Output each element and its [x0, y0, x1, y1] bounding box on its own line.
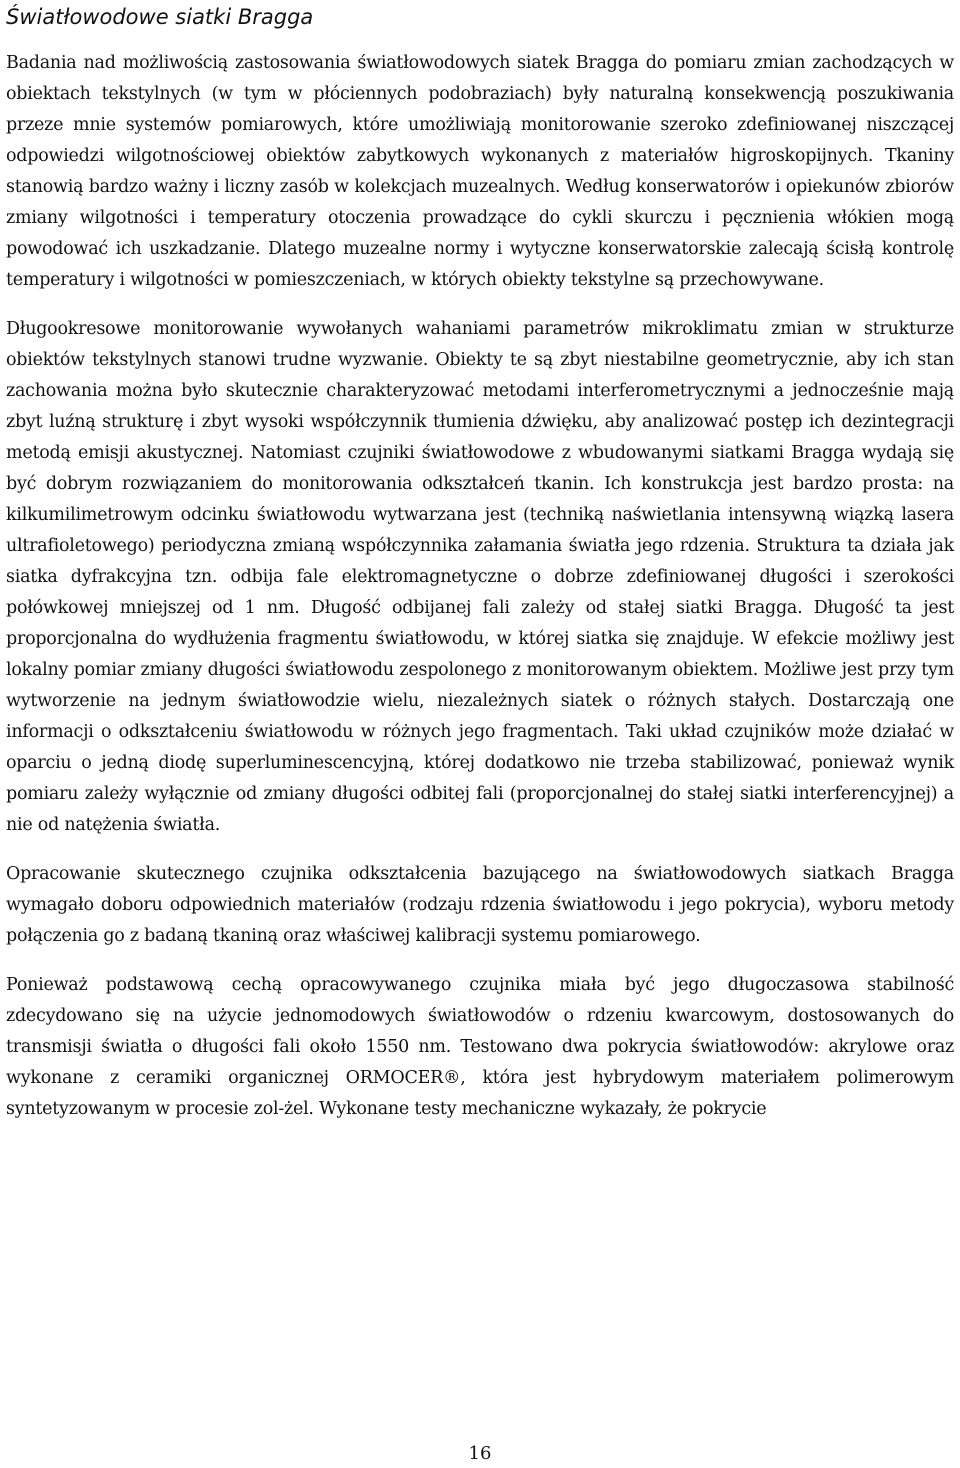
paragraph-introduction: Badania nad możliwością zastosowania światłowodowych siatek Bragga do pomiaru zmian zachodzących w obiektach tekstylnych (w tym w płóciennych podobraziach) były naturalną konsekwencją poszukiwania przeze mnie systemów pomiarowych, które umożliwiają monitorowanie szeroko zdefiniowanej niszczącej odpowiedzi wilgotnościowej obiektów zabytkowych wykonanych z materiałów higroskopijnych. Tkaniny stanowią bardzo ważny i liczny zasób w kolekcjach muzealnych. Według konserwatorów i opiekunów zbiorów zmiany wilgotności i temperatury otoczenia prowadzące do cykli skurczu i pęcznienia włókien mogą powodować ich uszkadzanie. Dlatego muzealne normy i wytyczne konserwatorskie zalecają ścisłą kontrolę temperatury i wilgotności w pomieszczeniach, w których obiekty tekstylne są przechowywane. — [6, 53, 954, 290]
page-number: 16 — [468, 1443, 492, 1464]
section-heading: Światłowodowe siatki Bragga — [6, 5, 314, 29]
paragraph-sensor-development: Opracowanie skutecznego czujnika odkształcenia bazującego na światłowodowych siatkach Bragga wymagało doboru odpowiednich materiałów (rodzaju rdzenia światłowodu i jego pokrycia), wyboru metody połączenia go z badaną tkaniną oraz właściwej kalibracji systemu pomiarowego. — [6, 864, 954, 946]
paragraph-monitoring-challenges: Długookresowe monitorowanie wywołanych wahaniami parametrów mikroklimatu zmian w strukturze obiektów tekstylnych stanowi trudne wyzwanie. Obiekty te są zbyt niestabilne geometrycznie, aby ich stan zachowania można było skutecznie charakteryzować metodami interferometrycznymi a jednocześnie mają zbyt luźną strukturę i zbyt wysoki współczynnik tłumienia dźwięku, aby analizować postęp ich dezintegracji metodą emisji akustycznej. Natomiast czujniki światłowodowe z wbudowanymi siatkami Bragga wydają się być dobrym rozwiązaniem do monitorowania odkształceń tkanin. Ich konstrukcja jest bardzo prosta: na kilkumilimetrowym odcinku światłowodu wytwarzana jest (techniką naświetlania intensywną wiązką lasera ultrafioletowego) periodyczna zmianą współczynnika załamania światła jego rdzenia. Struktura ta działa jak siatka dyfrakcyjna tzn. odbija fale elektromagnetyczne o dobrze zdefiniowanej długości i szerokości połówkowej mniejszej od 1 nm. Długość odbijanej fali zależy od stałej siatki Bragga. Długość ta jest proporcjonalna do wydłużenia fragmentu światłowodu, w której siatka się znajduje. W efekcie możliwy jest lokalny pomiar zmiany długości światłowodu zespolonego z monitorowanym obiektem. Możliwe jest przy tym wytworzenie na jednym światłowodzie wielu, niezależnych siatek o różnych stałych. Dostarczają one informacji o odkształceniu światłowodu w różnych jego fragmentach. Taki układ czujników może działać w oparciu o jedną diodę superluminescencyjną, której dodatkowo nie trzeba stabilizować, ponieważ wynik pomiaru zależy wyłącznie od zmiany długości odbitej fali (proporcjonalnej do stałej siatki interferencyjnej) a nie od natężenia światła. — [6, 319, 954, 835]
document-page — [6, 0, 954, 1143]
paragraph-fiber-selection: Ponieważ podstawową cechą opracowywanego czujnika miała być jego długoczasowa stabilność zdecydowano się na użycie jednomodowych światłowodów o rdzeniu kwarcowym, dostosowanych do transmisji światła o długości fali około 1550 nm. Testowano dwa pokrycia światłowodów: akrylowe oraz wykonane z ceramiki organicznej ORMOCER®, która jest hybrydowym materiałem polimerowym syntetyzowanym w procesie zol-żel. Wykonane testy mechaniczne wykazały, że pokrycie — [6, 975, 954, 1119]
